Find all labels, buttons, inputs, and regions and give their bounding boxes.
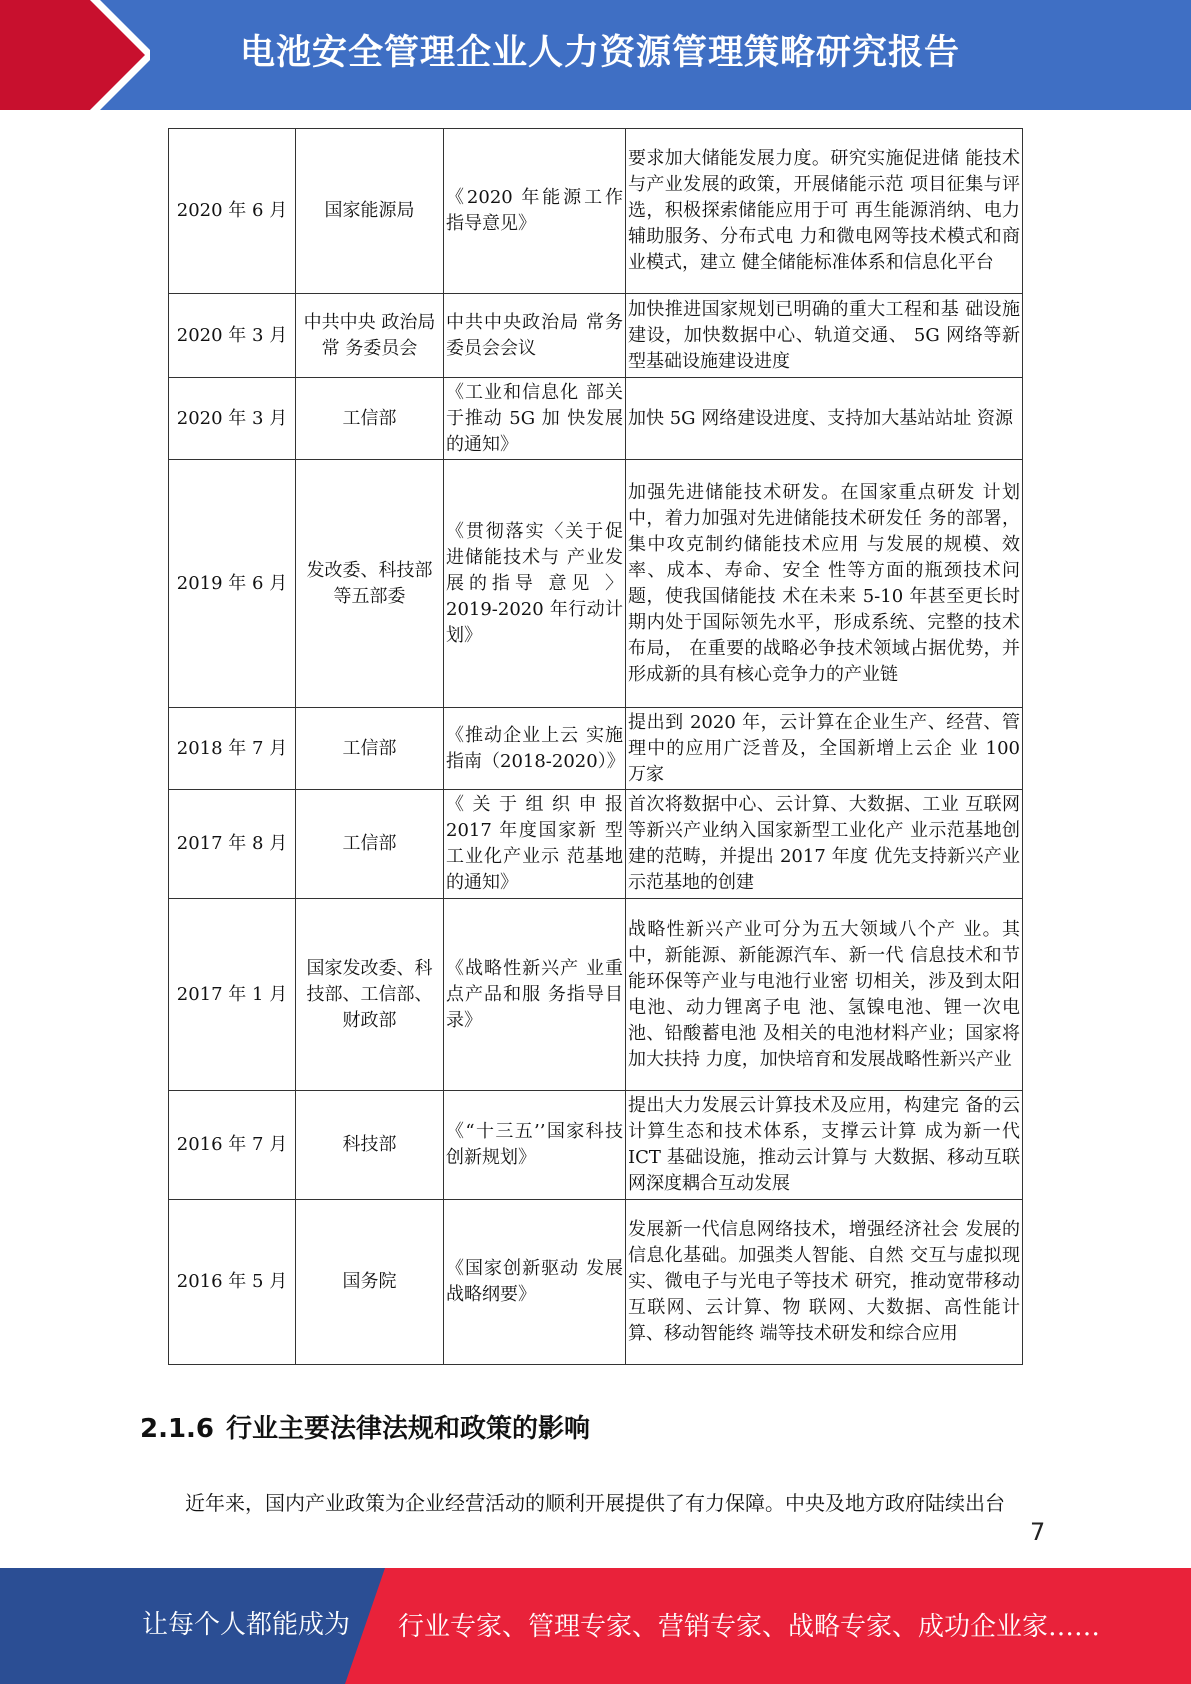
cell-date: 2019 年 6 月 xyxy=(169,460,296,708)
section-title: 行业主要法律法规和政策的影响 xyxy=(226,1414,591,1444)
cell-org: 国务院 xyxy=(296,1200,444,1365)
body-paragraph: 近年来，国内产业政策为企业经营活动的顺利开展提供了有力保障。中央及地方政府陆续出台 xyxy=(185,1491,1005,1515)
cell-org: 工信部 xyxy=(296,790,444,899)
cell-date: 2017 年 8 月 xyxy=(169,790,296,899)
cell-desc: 提出到 2020 年，云计算在企业生产、经营、管理中的应用广泛普及，全国新增上云企 业 100 万家 xyxy=(626,708,1023,790)
cell-doc: 中共中央政治局 常务委员会会议 xyxy=(444,294,626,378)
cell-desc: 加快推进国家规划已明确的重大工程和基 础设施建设，加快数据中心、轨道交通、 5G 网络等新型基础设施建设进度 xyxy=(626,294,1023,378)
cell-org: 工信部 xyxy=(296,708,444,790)
cell-desc: 加强先进储能技术研发。在国家重点研发 计划中，着力加强对先进储能技术研发任 务的部署，集中攻克制约储能技术应用 与发展的规模、效率、成本、寿命、安全 性等方面的瓶颈技术问题，使我国储能技 术在未来 5-10 年甚至更长时期内处于国际领先水平，形成系统、完整的技术布局， 在重要的战略必争技术领域占据优势，并 形成新的具有核心竞争力的产业链 xyxy=(626,460,1023,708)
cell-date: 2020 年 3 月 xyxy=(169,294,296,378)
header-arrow-icon xyxy=(0,0,150,110)
page-header xyxy=(0,0,1191,110)
cell-doc: 《推动企业上云 实施指南（2018-2020）》 xyxy=(444,708,626,790)
section-heading xyxy=(140,1408,590,1445)
cell-desc: 发展新一代信息网络技术，增强经济社会 发展的信息化基础。加强类人智能、自然 交互与虚拟现实、微电子与光电子等技术 研究，推动宽带移动互联网、云计算、物 联网、大数据、高性能计算、移动智能终 端等技术研发和综合应用 xyxy=(626,1200,1023,1365)
cell-doc: 《“十三五’’国家科技创新规划》 xyxy=(444,1091,626,1200)
cell-doc: 《2020 年能源工作指导意见》 xyxy=(444,129,626,294)
report-title: 电池安全管理企业人力资源管理策略研究报告 xyxy=(240,33,961,73)
policy-table xyxy=(168,128,1023,1365)
cell-doc: 《工业和信息化 部关于推动 5G 加 快发展的通知》 xyxy=(444,378,626,460)
cell-org: 工信部 xyxy=(296,378,444,460)
cell-doc: 《关于组织申报 2017 年度国家新 型工业化产业示 范基地的通知》 xyxy=(444,790,626,899)
table-row xyxy=(169,790,1023,899)
cell-desc: 战略性新兴产业可分为五大领域八个产 业。其中，新能源、新能源汽车、新一代 信息技术和节能环保等产业与电池行业密 切相关，涉及到太阳电池、动力锂离子电 池、氢镍电池、锂一次电池、铅酸蓄电池 及相关的电池材料产业；国家将加大扶持 力度，加快培育和发展战略性新兴产业 xyxy=(626,899,1023,1091)
cell-org: 发改委、科技部等五部委 xyxy=(296,460,444,708)
cell-date: 2018 年 7 月 xyxy=(169,708,296,790)
cell-date: 2020 年 3 月 xyxy=(169,378,296,460)
cell-doc: 《国家创新驱动 发展战略纲要》 xyxy=(444,1200,626,1365)
footer-slogan-right: 行业专家、管理专家、营销专家、战略专家、成功企业家…… xyxy=(398,1612,1101,1642)
cell-org: 科技部 xyxy=(296,1091,444,1200)
footer-slogan-left: 让每个人都能成为 xyxy=(142,1610,351,1640)
cell-date: 2016 年 7 月 xyxy=(169,1091,296,1200)
table-row xyxy=(169,1091,1023,1200)
cell-desc: 加快 5G 网络建设进度、支持加大基站站址 资源 xyxy=(626,378,1023,460)
table-row xyxy=(169,460,1023,708)
cell-desc: 首次将数据中心、云计算、大数据、工业 互联网等新兴产业纳入国家新型工业化产 业示范基地创建的范畴，并提出 2017 年度 优先支持新兴产业示范基地的创建 xyxy=(626,790,1023,899)
page-footer xyxy=(0,1568,1191,1684)
section-number: 2.1.6 xyxy=(140,1414,215,1444)
cell-date: 2017 年 1 月 xyxy=(169,899,296,1091)
table-row xyxy=(169,378,1023,460)
page-number: 7 xyxy=(1030,1518,1046,1546)
cell-date: 2016 年 5 月 xyxy=(169,1200,296,1365)
cell-org: 国家发改委、科技部、工信部、财政部 xyxy=(296,899,444,1091)
cell-date: 2020 年 6 月 xyxy=(169,129,296,294)
cell-desc: 要求加大储能发展力度。研究实施促进储 能技术与产业发展的政策，开展储能示范 项目征集与评选，积极探索储能应用于可 再生能源消纳、电力辅助服务、分布式电 力和微电网等技术模式和商业模式，建立 健全储能标准体系和信息化平台 xyxy=(626,129,1023,294)
cell-doc: 《战略性新兴产 业重点产品和服 务指导目录》 xyxy=(444,899,626,1091)
table-row xyxy=(169,899,1023,1091)
cell-desc: 提出大力发展云计算技术及应用，构建完 备的云计算生态和技术体系，支撑云计算 成为新一代 ICT 基础设施，推动云计算与 大数据、移动互联网深度耦合互动发展 xyxy=(626,1091,1023,1200)
table-row xyxy=(169,708,1023,790)
table-row xyxy=(169,1200,1023,1365)
cell-org: 中共中央 政治局常 务委员会 xyxy=(296,294,444,378)
cell-doc: 《贯彻落实〈关于促进储能技术与 产业发展的指导 意见 〉2019-2020 年行动计划》 xyxy=(444,460,626,708)
table-row xyxy=(169,129,1023,294)
cell-org: 国家能源局 xyxy=(296,129,444,294)
table-row xyxy=(169,294,1023,378)
